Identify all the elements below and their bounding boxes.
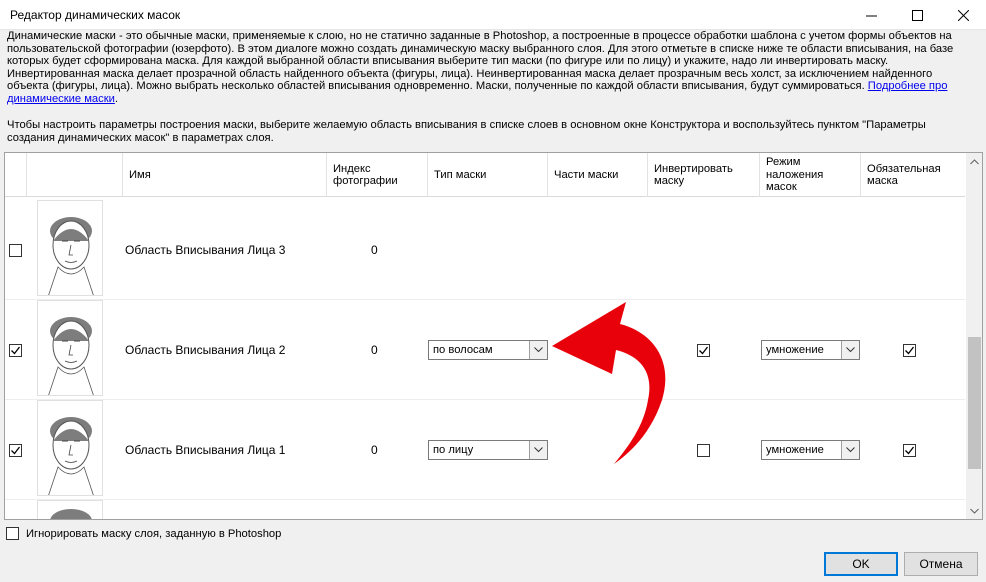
row-name: Область Вписывания Лица 3 (125, 243, 286, 257)
header-invert[interactable] (648, 153, 760, 197)
more-info-link-cont[interactable]: динамические маски (7, 92, 115, 105)
description-line: пользовательской фотографии (юзерфото). В этом диалоге можно создать динамическую маску выбранного слоя. Для этого отметьте в списке ниже те области вписывания, на базе (7, 42, 954, 55)
description-line: которых будет сформирована маска. Для каждой выбранной области вписывания выберите тип маски (по фигуре или по лицу) и укажите, надо ли инвертировать маску. (7, 55, 889, 68)
chevron-down-icon (841, 341, 859, 359)
table-row[interactable] (5, 300, 965, 400)
hint-line: Чтобы настроить параметры построения маски, выберите желаемую область вписывания в списке слоев в основном окне Конструктора и воспользуйтесь пунктом "Параметры (7, 119, 926, 131)
grid-header (5, 153, 965, 197)
ignore-mask-option[interactable] (6, 527, 281, 540)
mask-type-value: по волосам (433, 344, 493, 356)
description-line (7, 93, 972, 106)
table-row[interactable] (5, 200, 965, 300)
checkmark-icon (10, 345, 21, 356)
required-cell (903, 300, 916, 400)
required-checkbox[interactable] (903, 344, 916, 357)
close-icon (958, 10, 969, 21)
more-info-link[interactable]: Подробнее про (867, 80, 948, 93)
header-photo-index[interactable] (327, 153, 428, 197)
checkmark-icon (698, 345, 709, 356)
scroll-thumb[interactable] (968, 337, 981, 469)
chevron-down-icon (841, 441, 859, 459)
hint-line: создания динамических масок" в параметрах слоя. (7, 131, 274, 144)
scroll-up-button[interactable] (966, 153, 983, 170)
maximize-button[interactable] (894, 0, 940, 30)
areas-grid (4, 152, 983, 520)
title-bar (0, 0, 986, 30)
row-check-cell (9, 200, 22, 300)
header-label-line: Обязательная (867, 162, 941, 175)
row-photo-index: 0 (371, 243, 378, 257)
blend-mode-select[interactable] (761, 440, 860, 460)
face-thumbnail (37, 300, 103, 396)
chevron-down-icon (970, 508, 979, 514)
ok-button[interactable]: OK (824, 552, 898, 576)
chevron-up-icon (970, 159, 979, 165)
blend-mode-select[interactable] (761, 340, 860, 360)
description-line (7, 80, 972, 93)
face-template-icon (38, 201, 103, 296)
window-title: Редактор динамических масок (10, 8, 181, 22)
row-checkbox[interactable] (9, 244, 22, 257)
face-template-icon (38, 301, 103, 396)
face-template-icon (38, 401, 103, 496)
face-thumbnail (37, 500, 103, 520)
row-checkbox[interactable] (9, 344, 22, 357)
description-text (7, 30, 972, 106)
header-check-col (5, 153, 27, 197)
invert-cell (697, 400, 710, 500)
header-mask-parts[interactable] (548, 153, 648, 197)
header-name[interactable] (123, 153, 327, 197)
mask-type-select[interactable] (428, 440, 548, 460)
header-label-line: масок (766, 181, 797, 194)
header-label-line: Индекс (333, 162, 371, 175)
invert-checkbox[interactable] (697, 444, 710, 457)
header-mask-type-label: Тип маски (434, 168, 487, 181)
annotation-arrow-icon (540, 296, 670, 466)
row-check-cell (9, 300, 22, 400)
minimize-icon (866, 10, 877, 21)
close-button[interactable] (940, 0, 986, 30)
header-name-label: Имя (129, 168, 151, 181)
header-mask-type[interactable] (428, 153, 548, 197)
ignore-mask-label: Игнорировать маску слоя, заданную в Photoshop (26, 527, 282, 540)
cancel-button[interactable]: Отмена (904, 552, 978, 576)
row-photo-index: 0 (371, 343, 378, 357)
header-label-line: фотографии (333, 175, 398, 187)
header-label-line: Режим (766, 156, 801, 169)
checkmark-icon (10, 445, 21, 456)
hint-text (7, 119, 967, 144)
face-thumbnail (37, 400, 103, 496)
table-row[interactable] (5, 500, 965, 520)
required-cell (903, 400, 916, 500)
mask-type-select[interactable] (428, 340, 548, 360)
header-blend-mode[interactable] (760, 153, 861, 197)
period: . (114, 92, 118, 105)
row-name: Область Вписывания Лица 1 (125, 443, 286, 457)
maximize-icon (912, 10, 923, 21)
header-required[interactable] (861, 153, 965, 197)
description-line-text: объекта (фигуры, лица). Можно выбрать несколько областей вписывания одновременно. Маски, полученные по каждой области вписывания, будут суммироваться. (7, 80, 865, 93)
ignore-mask-checkbox[interactable] (6, 527, 19, 540)
invert-checkbox[interactable] (697, 344, 710, 357)
header-label-line: маска (867, 175, 898, 187)
table-row[interactable] (5, 400, 965, 500)
checkmark-icon (904, 445, 915, 456)
minimize-button[interactable] (848, 0, 894, 30)
checkmark-icon (904, 345, 915, 356)
vertical-scrollbar[interactable] (966, 153, 983, 519)
scroll-down-button[interactable] (966, 502, 983, 519)
blend-mode-value: умножение (766, 444, 824, 456)
header-label-line: маску (654, 175, 685, 187)
required-checkbox[interactable] (903, 444, 916, 457)
row-checkbox[interactable] (9, 444, 22, 457)
face-template-icon (38, 501, 103, 520)
blend-mode-value: умножение (766, 344, 824, 356)
description-line: Динамические маски - это обычные маски, применяемые к слою, но не статично заданные в Photoshop, а построенные в процессе обработки шаблона с учетом формы объектов на (7, 30, 952, 42)
description-line: Инвертированная маска делает прозрачной область найденного объекта (фигуры, лица). Неинвертированная маска делает прозрачным весь холст, за исключением найденного (7, 67, 933, 80)
row-photo-index: 0 (371, 443, 378, 457)
mask-type-value: по лицу (433, 444, 474, 456)
invert-cell (697, 300, 710, 400)
row-check-cell (9, 400, 22, 500)
header-label-line: наложения (766, 168, 824, 181)
header-thumb-col (27, 153, 123, 197)
row-name: Область Вписывания Лица 2 (125, 343, 286, 357)
header-label-line: Инвертировать (654, 162, 733, 175)
face-thumbnail (37, 200, 103, 296)
header-mask-parts-label: Части маски (554, 168, 619, 181)
